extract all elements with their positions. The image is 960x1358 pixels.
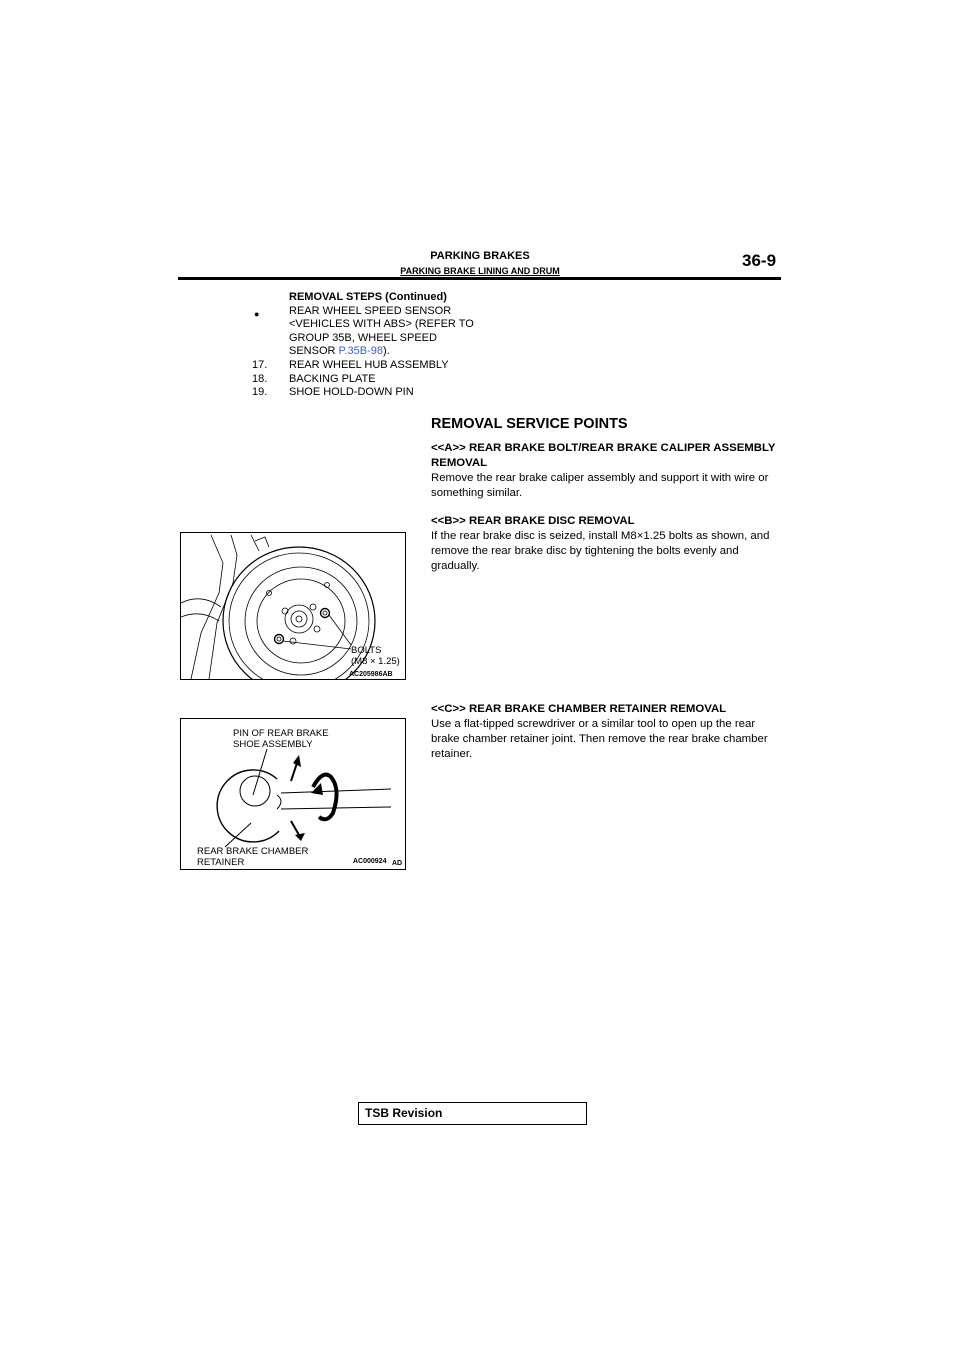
figure-code: AC205986AB bbox=[349, 671, 393, 678]
tsb-revision-box bbox=[358, 1102, 587, 1125]
retainer-illustration bbox=[181, 719, 405, 869]
brake-disc-illustration bbox=[181, 533, 405, 679]
list-item: 18. BACKING PLATE bbox=[252, 372, 376, 385]
header-rule bbox=[178, 277, 781, 280]
figure-code: AC000924 bbox=[353, 858, 387, 865]
service-point-c-heading: <<C>> REAR BRAKE CHAMBER RETAINER REMOVAL bbox=[431, 703, 727, 715]
page-reference-link[interactable]: P.35B-98 bbox=[338, 345, 383, 358]
tsb-revision-label: TSB Revision bbox=[365, 1106, 443, 1120]
service-point-c-body: Use a flat-tipped screwdriver or a similar tool to open up the rear brake chamber retainer joint. Then remove the rear brake chamber retainer. bbox=[431, 718, 768, 760]
list-item: 17. REAR WHEEL HUB ASSEMBLY bbox=[252, 358, 449, 371]
service-point-c bbox=[431, 702, 781, 762]
down-arrowhead bbox=[295, 833, 305, 841]
service-point-a-heading: <<A>> REAR BRAKE BOLT/REAR BRAKE CALIPER ASSEMBLY REMOVAL bbox=[431, 442, 776, 469]
bolts-label: BOLTS bbox=[351, 645, 382, 656]
removal-steps-title: REMOVAL STEPS (Continued) bbox=[289, 291, 447, 303]
removal-service-points-title: REMOVAL SERVICE POINTS bbox=[431, 416, 628, 432]
retainer-figure bbox=[180, 718, 406, 870]
brake-disc-figure bbox=[180, 532, 406, 680]
bolts-size-label: (M8 × 1.25) bbox=[351, 656, 400, 667]
list-item-text: REAR WHEEL SPEED SENSOR <VEHICLES WITH ABS> (REFER TO GROUP 35B, WHEEL SPEED SENSOR P.35B-98). bbox=[289, 304, 474, 358]
service-point-b-heading: <<B>> REAR BRAKE DISC REMOVAL bbox=[431, 515, 635, 527]
subsection-title: PARKING BRAKE LINING AND DRUM bbox=[400, 266, 560, 276]
section-title: PARKING BRAKES bbox=[430, 250, 530, 262]
service-point-a bbox=[431, 441, 781, 501]
service-point-a-body: Remove the rear brake caliper assembly and support it with wire or something similar. bbox=[431, 472, 769, 499]
pin-label-line2: SHOE ASSEMBLY bbox=[233, 739, 313, 750]
service-point-b bbox=[431, 514, 781, 574]
list-item bbox=[252, 305, 482, 359]
service-point-b-body: If the rear brake disc is seized, install M8×1.25 bolts as shown, and remove the rear brake disc by tightening the bolts evenly and gradually. bbox=[431, 530, 770, 572]
bullet-icon: ● bbox=[254, 308, 260, 319]
retainer-label-line1: REAR BRAKE CHAMBER bbox=[197, 846, 309, 857]
page-number: 36-9 bbox=[742, 251, 777, 270]
removal-steps-list bbox=[252, 291, 482, 400]
figure-code-suffix: AD bbox=[392, 860, 403, 867]
pin-label-line1: PIN OF REAR BRAKE bbox=[233, 728, 329, 739]
list-item: 19. SHOE HOLD-DOWN PIN bbox=[252, 386, 414, 399]
retainer-label-line2: RETAINER bbox=[197, 857, 245, 868]
